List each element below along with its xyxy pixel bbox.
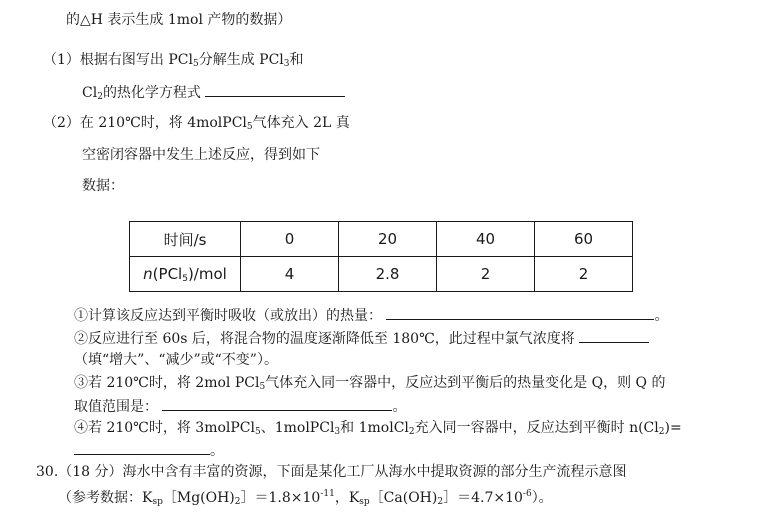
sub-question-3: ③若 210℃时，将 2mol PCl$_5$气体充入同一容器中，反应达到平衡后的热量变化是 Q，则 Q 的 — [74, 375, 666, 392]
question-2-line-2: 空密闭容器中发生上述反应，得到如下 — [82, 147, 320, 163]
sub-question-1: ①计算该反应达到平衡时吸收（或放出）的热量： 。 — [74, 305, 668, 326]
sub-question-4: ④若 210℃时，将 3molPCl$_5$、1molPCl$_3$和 1molCl$_2$充入同一容器中，反应达到平衡时 $n(Cl_2)=$ — [74, 420, 682, 437]
data-table — [129, 221, 633, 292]
answer-blank-s1[interactable] — [386, 305, 654, 320]
text-line-1 — [66, 10, 291, 30]
table-row — [130, 257, 633, 292]
table-header-cell: 20 — [339, 222, 437, 257]
answer-blank-s3[interactable] — [162, 396, 392, 411]
question-30: 30.（18 分）海水中含有丰富的资源，下面是某化工厂从海水中提取资源的部分生产流程示意图 — [36, 464, 627, 480]
answer-blank-q1[interactable] — [205, 82, 345, 97]
table-header-cell: 0 — [241, 222, 339, 257]
table-cell: 2.8 — [339, 257, 437, 292]
sub-question-4-line-2: 。 — [74, 440, 224, 461]
table-header-cell: 60 — [535, 222, 633, 257]
table-header-cell: 40 — [437, 222, 535, 257]
intro-text: 的△H 表示生成 1mol 产物的数据） — [66, 12, 292, 28]
sub-question-2: ②反应进行至 60s 后，将混合物的温度逐渐降低至 180℃，此过程中氯气浓度将 — [74, 328, 649, 349]
table-row — [130, 222, 633, 257]
table-cell: 4 — [241, 257, 339, 292]
table-row-label: n(PCl$_5$)/mol — [130, 257, 241, 292]
sub-question-2-line-2: （填“增大”、“减少”或“不变”）。 — [74, 352, 278, 368]
answer-blank-s4[interactable] — [74, 440, 210, 455]
question-2-line-3: 数据： — [82, 178, 124, 194]
table-header-cell: 时间/s — [130, 222, 241, 257]
question-2-line-1: （2）在 210℃时，将 4molPCl$_5$气体充入 2L 真 — [43, 115, 350, 132]
question-30-reference-data: （参考数据：$K_{sp}[Mg(OH)_2]=1.8\times 10^{-11}$，$K_{sp}[Ca(OH)_2]=4.7\times 10^{-6}$）。 — [58, 489, 553, 507]
question-1-line-1: （1）根据右图写出 PCl$_5$分解生成 PCl$_3$和 — [43, 52, 304, 69]
answer-blank-s2[interactable] — [579, 328, 649, 343]
table-cell: 2 — [535, 257, 633, 292]
question-1-line-2: $Cl_2$的热化学方程式 — [82, 82, 345, 107]
table-cell: 2 — [437, 257, 535, 292]
sub-question-3-line-2: 取值范围是： 。 — [74, 396, 406, 417]
